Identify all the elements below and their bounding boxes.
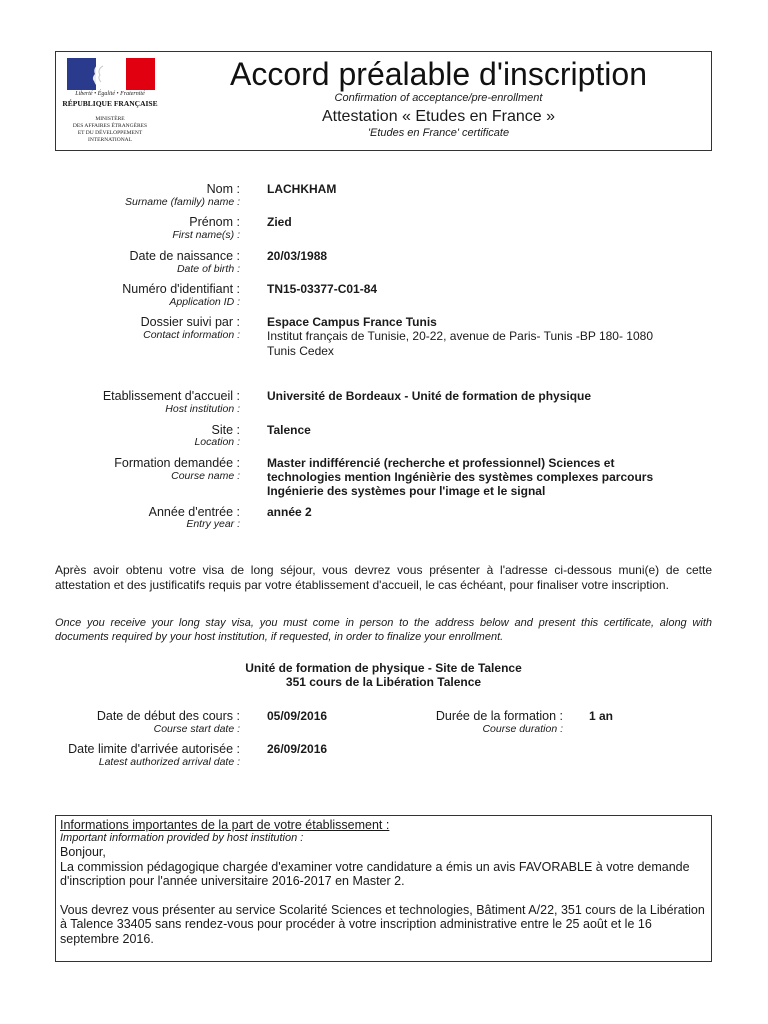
site-label: Site : (211, 423, 240, 437)
title-english: Confirmation of acceptance/pre-enrollment (334, 92, 543, 104)
dossier-address-line2: Tunis Cedex (267, 344, 334, 358)
etablissement-label-en: Host institution : (165, 403, 240, 415)
limite-label: Date limite d'arrivée autorisée : (68, 742, 240, 756)
prenom-label: Prénom : (189, 215, 240, 229)
marianne-profile-icon (89, 62, 109, 90)
duree-label: Durée de la formation : (435, 709, 563, 723)
logo-ministry: MINISTÈRE DES AFFAIRES ÉTRANGÈRES ET DU DÉVELOPPEMENT INTERNATIONAL (72, 116, 148, 143)
site-value: Talence (267, 423, 311, 437)
etablissement-value: Université de Bordeaux - Unité de formation de physique (267, 389, 592, 403)
annee-label: Année d'entrée : (148, 505, 240, 519)
etablissement-label: Etablissement d'accueil : (102, 389, 240, 403)
document-header (55, 51, 712, 151)
naissance-label-en: Date of birth : (176, 263, 240, 275)
prenom-value: Zied (267, 215, 292, 229)
annee-value: année 2 (267, 505, 312, 519)
logo-republic: RÉPUBLIQUE FRANÇAISE (62, 99, 158, 108)
info-paragraph-2: Vous devrez vous présenter au service Scolarité Sciences et technologies, Bâtiment A/22, 351 cours de la Libération à Talence 33405 sans rendez-vous pour procéder à votre inscription administrative entre le 25 août et le 16 septembre 2016. (60, 902, 705, 946)
identifiant-label-en: Application ID : (169, 296, 240, 308)
limite-label-en: Latest authorized arrival date : (98, 756, 240, 768)
formation-label: Formation demandée : (114, 456, 240, 470)
formation-label-en: Course name : (171, 470, 240, 482)
duree-value: 1 an (589, 709, 614, 723)
dossier-address-line1: Institut français de Tunisie, 20-22, avenue de Paris- Tunis -BP 180- 1080 (267, 329, 654, 343)
instructions-en: Once you receive your long stay visa, you must come in person to the address below and present this certificate, along with documents required by your host institution, if requested, in order to finalize your enrollment. (55, 617, 712, 643)
debut-label: Date de début des cours : (96, 709, 240, 723)
republique-francaise-logo (60, 56, 160, 148)
debut-value: 05/09/2016 (267, 709, 328, 723)
identifiant-value: TN15-03377-C01-84 (267, 282, 378, 296)
info-greeting: Bonjour, (60, 845, 106, 859)
instructions-fr: Après avoir obtenu votre visa de long séjour, vous devrez vous présenter à l'adresse ci-dessous muni(e) de cette attestation et des justificatifs requis par votre établissement d'accueil, le cas échéant, pour finaliser votre inscription. (55, 563, 712, 592)
duree-label-en: Course duration : (482, 723, 563, 735)
formation-value-line1: Master indifférencié (recherche et professionnel) Sciences et (267, 456, 615, 470)
title-block (166, 52, 711, 140)
address-line1: Unité de formation de physique - Site de Talence (245, 661, 522, 675)
tricolor-flag-icon (67, 58, 155, 90)
formation-value-line2: technologies mention Ingénièrie des systèmes complexes parcours (267, 470, 654, 484)
attestation-title: Attestation « Etudes en France » (321, 108, 556, 125)
nom-value: LACHKHAM (267, 182, 337, 196)
prenom-label-en: First name(s) : (172, 229, 240, 241)
debut-label-en: Course start date : (153, 723, 240, 735)
annee-label-en: Entry year : (186, 518, 240, 530)
info-paragraph-1: La commission pédagogique chargée d'examiner votre candidature a émis un avis FAVORABLE à votre demande d'inscription pour l'année universitaire 2016-2017 en Master 2. (60, 859, 690, 888)
naissance-label: Date de naissance : (129, 249, 240, 263)
logo-motto: Liberté • Égalité • Fraternité (75, 91, 145, 97)
nom-label-en: Surname (family) name : (125, 196, 240, 208)
dossier-label-en: Contact information : (143, 329, 240, 341)
info-title-en: Important information provided by host institution : (60, 832, 304, 844)
page-title: Accord préalable d'inscription (230, 56, 647, 92)
dossier-value: Espace Campus France Tunis (267, 315, 437, 329)
limite-value: 26/09/2016 (267, 742, 328, 756)
host-information-box (55, 815, 712, 962)
naissance-value: 20/03/1988 (267, 249, 328, 263)
info-title: Informations importantes de la part de votre établissement : (60, 818, 390, 832)
address-line2: 351 cours de la Libération Talence (285, 675, 482, 689)
formation-value-line3: Ingénierie des systèmes pour l'image et le signal (267, 484, 546, 498)
dossier-label: Dossier suivi par : (140, 315, 240, 329)
nom-label: Nom : (206, 182, 240, 196)
site-label-en: Location : (194, 436, 240, 448)
identifiant-label: Numéro d'identifiant : (122, 282, 240, 296)
attestation-english: 'Etudes en France' certificate (367, 127, 510, 139)
